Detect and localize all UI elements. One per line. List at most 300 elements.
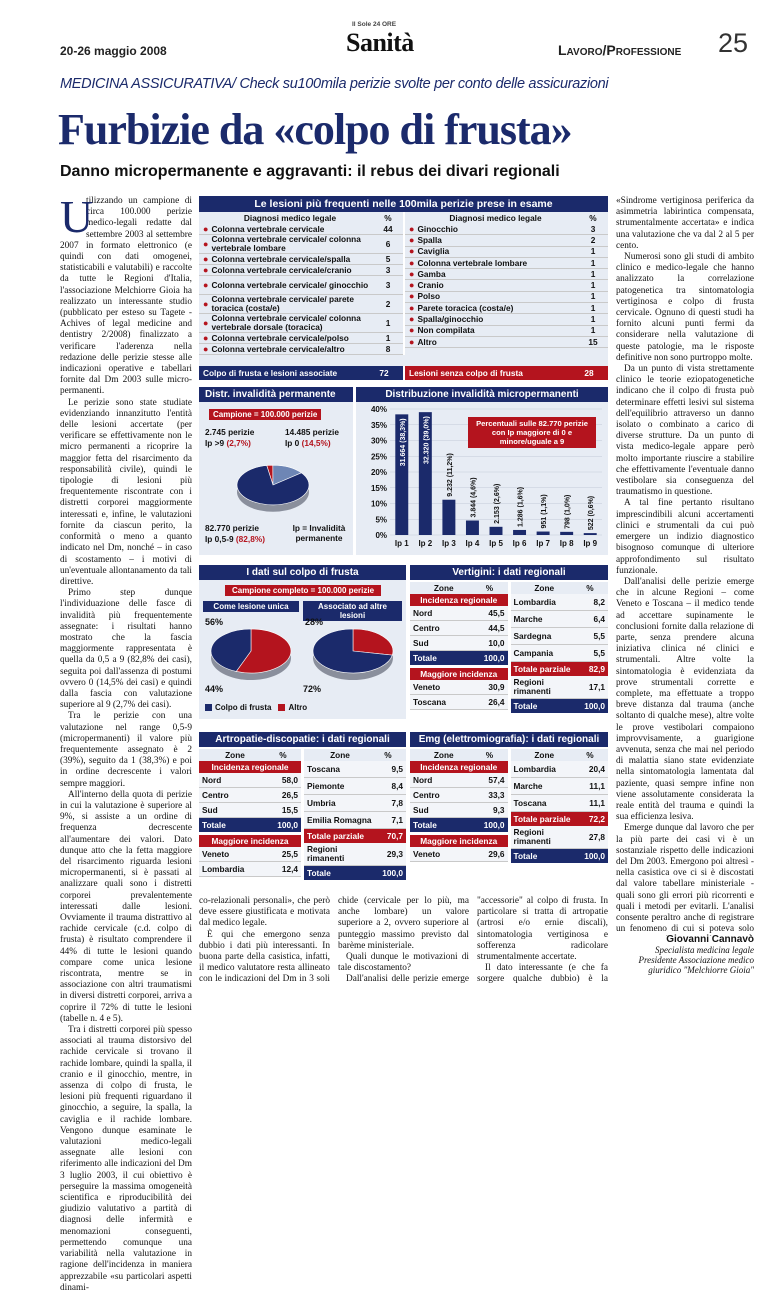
article-text-7: co-relazionali personali», che però deve essere giustificata e motivata dal medico legale.	[199, 896, 330, 929]
vertigini-table	[410, 565, 608, 719]
regional-head	[511, 749, 609, 761]
region-value: 7,1	[391, 815, 403, 825]
region-name: Toscana	[513, 798, 547, 808]
lesion-row	[405, 247, 608, 258]
issue-date: 20-26 maggio 2008	[60, 44, 167, 58]
perm-c-pct: (82,8%)	[235, 534, 265, 544]
region-rim-label: Regioni rimanenti	[513, 677, 551, 696]
bullet-icon: ●	[203, 317, 209, 328]
lesion-label: Colonna vertebrale cervicale/cranio	[211, 264, 352, 275]
region-row	[410, 803, 508, 818]
lesion-pct: 5	[385, 253, 391, 264]
article-column-1	[60, 191, 192, 1294]
region-name: Nord	[413, 608, 433, 618]
pct-head: %	[586, 583, 594, 593]
lesions-right-total	[405, 366, 608, 380]
region-name: Veneto	[413, 682, 441, 692]
section-name: Lavoro/Professione	[558, 42, 682, 58]
region-value: 29,6	[488, 849, 505, 859]
x-tick-label: Ip 1	[394, 539, 409, 548]
region-value: 30,9	[488, 682, 505, 692]
region-row	[304, 795, 406, 812]
bar	[442, 500, 455, 535]
zone-head: Zone	[534, 583, 555, 593]
region-name: Sud	[413, 805, 429, 815]
region-name: Marche	[513, 781, 543, 791]
article-text-13: "accessorie" al colpo di frusta. In particolare si tratta di artropatie (artrosi e/o ernie discali), sintomatologia vertiginosa e sofferenza radicolare strumentalmente accertate.	[477, 896, 608, 963]
region-rim-row	[304, 843, 406, 866]
lesion-label: Caviglia	[417, 246, 450, 257]
region-value: 6,4	[593, 614, 605, 624]
lesion-label: Parete toracica (costa/e)	[417, 302, 514, 313]
legend-label-altro: Altro	[288, 703, 308, 712]
bullet-icon: ●	[203, 264, 209, 275]
lesion-label: Gamba	[417, 268, 446, 279]
regional-right	[304, 749, 406, 880]
article-column-3	[338, 896, 469, 986]
bar	[466, 521, 479, 535]
article-text-14: Il dato interessante (e che fa sorgere qualche dubbio) è la	[477, 963, 608, 985]
masthead-small: Il Sole 24 ORE	[352, 21, 397, 28]
region-name: Nord	[413, 775, 433, 785]
lesion-label: Spalla/ginocchio	[417, 314, 484, 325]
article-text-4: Tra le perizie con una valutazione nel range 0,5-9 (micropermanenti) il valore più frequentemente assegnato è 2 (39%), seguito da 1 (38,3%) e poi in ordine decrescente i valori sempre maggiori.	[60, 711, 192, 789]
y-tick-label: 20%	[370, 468, 387, 477]
lesion-label: Colonna vertebrale cervicale/polso	[211, 332, 349, 343]
bar-data-label: 9.232 (11,2%)	[446, 453, 454, 497]
lesion-row	[199, 276, 403, 295]
bar	[490, 527, 503, 535]
x-tick-label: Ip 2	[418, 539, 433, 548]
region-total-value: 100,0	[584, 851, 605, 861]
pct-head: %	[485, 583, 494, 593]
y-tick-label: 35%	[370, 420, 387, 430]
regional-table-title: Emg (elettromiografia): i dati regionali	[410, 732, 608, 747]
region-value: 8,2	[593, 597, 605, 607]
regional-right	[511, 749, 609, 863]
article-column-4	[477, 896, 608, 986]
x-tick-label: Ip 5	[489, 539, 503, 548]
regional-left	[410, 749, 508, 863]
region-row	[304, 778, 406, 795]
bullet-icon: ●	[203, 238, 209, 249]
article-paragraph: Numerosi sono gli studi di ambito clinico e medico-legale che hanno analizzato la correlazione patogenetica tra sintomatologia vertiginosa e colpo di frusta cervicale. Ognuno di questi studi ha fornito alcuni punti fermi da considerare nella valutazione di queste patologie, ma le risposte definitive non sono purtroppo molte.	[616, 252, 754, 363]
regional-table-title: Artropatie-discopatie: i dati regionali	[199, 732, 406, 747]
region-row	[199, 803, 301, 818]
lesion-row	[405, 314, 608, 325]
lesion-row	[199, 295, 403, 314]
lesion-pct: 1	[385, 332, 391, 343]
x-tick-label: Ip 7	[536, 539, 551, 548]
article-paragraph: A tal fine pertanto risultano imprescindibili alcuni accertamenti clinici e strumentali da cui può emergere un indizio diagnostico bisognoso comunque di ulteriore approfondimento sul risultato funzionale.	[616, 498, 754, 576]
lesion-pct: 1	[590, 246, 596, 257]
region-value: 26,5	[281, 790, 298, 800]
lesion-label: Colonna vertebrale cervicale/ ginocchio	[211, 279, 369, 290]
bar-data-label: 31.664 (38,3%)	[399, 418, 407, 467]
region-total-row	[511, 699, 609, 713]
emg-table	[410, 732, 608, 890]
region-name: Sud	[202, 805, 218, 815]
bullet-icon: ●	[203, 223, 209, 234]
region-total-row	[511, 849, 609, 863]
bar-data-label: 2.153 (2,6%)	[494, 483, 501, 524]
article-column-2	[199, 896, 330, 986]
lesion-label: Non compilata	[417, 325, 475, 336]
maggiore-head: Maggiore incidenza	[410, 668, 508, 680]
region-row	[511, 795, 609, 812]
artropatie-table	[199, 732, 406, 890]
region-rim-label: Regioni rimanenti	[513, 827, 551, 846]
region-value: 57,4	[488, 775, 505, 785]
lesion-label: Colonna vertebrale cervicale/altro	[211, 343, 345, 354]
region-row	[410, 695, 508, 710]
region-total-label: Totale	[307, 868, 331, 878]
bullet-icon: ●	[409, 280, 415, 291]
region-row	[199, 788, 301, 803]
whiplash-left-top-pct: 56%	[205, 617, 224, 627]
bar	[560, 532, 573, 535]
bar-data-label: 951 (1,1%)	[541, 494, 549, 529]
region-value: 20,4	[588, 764, 605, 774]
whiplash-legend	[205, 703, 307, 712]
region-parziale-label: Totale parziale	[307, 831, 365, 841]
lesion-row	[405, 337, 608, 348]
region-total-value: 100,0	[483, 820, 505, 830]
article-paragraph: Da un punto di vista strettamente clinico le teorie eziopatogenetiche indicano che il colpo di frusta può determinare effetti lesivi sul sistema dell'equilibrio attraverso un danno isolato o combinato a carico di diverse strutture. Da un punto di vista medico-legale appare però molto importante riuscire a stabilire che effettivamente l'eventuale danno vestibolare sia conseguenza del traumatismo in questione.	[616, 364, 754, 498]
whiplash-title: I dati sul colpo di frusta	[199, 565, 406, 580]
region-name: Toscana	[307, 764, 341, 774]
regional-head	[410, 582, 508, 594]
zone-head: Zone	[534, 750, 555, 760]
region-row	[304, 761, 406, 778]
region-row	[511, 778, 609, 795]
region-total-value: 100,0	[584, 701, 605, 711]
y-tick-label: 15%	[370, 483, 387, 493]
page-number: 25	[718, 28, 749, 58]
perm-campione: Campione = 100.000 perizie	[209, 409, 321, 420]
lesion-row	[405, 303, 608, 314]
region-parziale-value: 72,2	[588, 814, 605, 824]
whiplash-left-bottom-pct: 44%	[205, 684, 224, 694]
region-name: Campania	[513, 648, 554, 658]
region-value: 33,3	[488, 790, 505, 800]
bullet-icon: ●	[409, 336, 415, 347]
y-tick-label: 25%	[370, 452, 387, 462]
lesion-pct: 8	[385, 343, 391, 354]
author-role-3: giuridico "Melchiorre Gioia"	[648, 965, 754, 975]
article-text-2: Le perizie sono state studiate evidenziando innanzitutto l'entità delle lesioni accertate (per verificare se effettivamente non le micro permanenti a ricoprire la maggior fetta del risarcimento da responsabilità civile), quindi le tipologie di lesioni più frequentemente riscontrate con i distretti corporei maggiormente interessati e, infine, le valutazioni fornite da ciascun perito, la conformità o meno a quanto indicato nel Dm, nonché – in caso di scostamento – i motivi di un'eventuale allontanamento da tali direttive.	[60, 397, 192, 587]
region-total-value: 100,0	[483, 653, 505, 663]
lesion-label: Colonna vertebrale cervicale/spalla	[211, 253, 351, 264]
region-parziale-value: 70,7	[386, 831, 403, 841]
region-total-label: Totale	[202, 820, 226, 830]
region-name: Sardegna	[513, 631, 552, 641]
region-rim-value: 29,3	[386, 848, 403, 859]
perm-distribution-title: Distr. invalidità permanente	[199, 387, 353, 402]
whiplash-right-head: Associato ad altre lesioni	[303, 601, 402, 621]
y-tick-label: 0%	[375, 531, 387, 540]
subheadline: Danno micropermanente e aggravanti: il rebus dei divari regionali	[60, 163, 560, 180]
lesion-pct: 1	[590, 302, 596, 313]
lesion-row	[405, 269, 608, 280]
region-rim-row	[511, 826, 609, 849]
whiplash-right-bottom-pct: 72%	[303, 684, 322, 694]
region-value: 8,4	[391, 781, 403, 791]
lesions-right-total-label: Lesioni senza colpo di frusta	[409, 368, 523, 378]
lesion-pct: 3	[590, 223, 596, 234]
region-value: 7,8	[391, 798, 403, 808]
region-total-label: Totale	[413, 820, 437, 830]
region-row	[511, 611, 609, 628]
region-value: 25,5	[281, 849, 298, 859]
regional-left	[199, 749, 301, 880]
lesion-pct: 1	[385, 317, 391, 328]
region-name: Veneto	[413, 849, 441, 859]
region-name: Piemonte	[307, 781, 345, 791]
legend-label-frusta: Colpo di frusta	[215, 703, 272, 712]
bullet-icon: ●	[409, 302, 415, 313]
bullet-icon: ●	[203, 343, 209, 354]
lesion-pct: 1	[590, 257, 596, 268]
region-name: Umbria	[307, 798, 336, 808]
lesion-pct: 1	[590, 314, 596, 325]
bar-data-label: 32.320 (39,0%)	[423, 416, 431, 465]
bullet-icon: ●	[409, 268, 415, 279]
perm-c-label-wrap	[205, 534, 265, 544]
lesion-row	[405, 235, 608, 246]
micro-distribution-box	[356, 387, 608, 555]
bullet-icon: ●	[409, 246, 415, 257]
maggiore-head: Maggiore incidenza	[199, 835, 301, 847]
region-rim-value: 17,1	[588, 681, 605, 692]
region-row	[410, 680, 508, 695]
zone-head: Zone	[225, 750, 245, 760]
region-value: 12,4	[281, 864, 298, 874]
lesion-pct: 1	[590, 291, 596, 302]
perm-legend: Ip = Invalidità permanente	[292, 523, 346, 543]
region-value: 5,5	[593, 631, 605, 641]
y-tick-label: 5%	[375, 515, 387, 525]
lesions-right	[405, 212, 608, 355]
region-row	[410, 606, 508, 621]
lesions-right-total-pct: 28	[584, 368, 594, 378]
region-name: Sud	[413, 638, 429, 648]
region-value: 5,5	[593, 648, 605, 658]
region-value: 45,5	[488, 608, 505, 618]
perm-b-count: 14.485 perizie	[285, 427, 339, 437]
bar	[537, 532, 550, 535]
legend-swatch-frusta	[205, 704, 212, 711]
region-parziale-label: Totale parziale	[513, 814, 571, 824]
y-tick-label: 40%	[370, 405, 387, 414]
region-value: 9,5	[391, 764, 403, 774]
lesion-pct: 1	[590, 280, 596, 291]
perm-c-label: Ip 0,5-9	[205, 534, 234, 544]
region-row	[410, 788, 508, 803]
region-name: Marche	[513, 614, 543, 624]
perm-c-count: 82.770 perizie	[205, 523, 259, 533]
lesion-pct: 6	[385, 238, 391, 249]
region-row	[511, 761, 609, 778]
region-total-label: Totale	[513, 851, 538, 861]
region-total-row	[410, 651, 508, 665]
region-total-label: Totale	[513, 701, 538, 711]
region-value: 9,3	[492, 805, 505, 815]
region-row	[199, 862, 301, 877]
region-rim-row	[511, 676, 609, 699]
lesion-pct: 2	[590, 234, 596, 245]
pie-slice-altro-assoc	[353, 629, 393, 655]
region-total-value: 100,0	[382, 868, 403, 878]
lesion-row	[405, 280, 608, 291]
region-name: Toscana	[413, 697, 447, 707]
author-role-1: Specialista medicina legale	[655, 945, 754, 955]
lesion-row	[199, 254, 403, 265]
lesions-left-total	[199, 366, 405, 380]
lesions-left-head: Diagnosi medico legale	[243, 213, 337, 223]
author-name: Giovanni Cannavò	[666, 934, 754, 945]
x-tick-label: Ip 8	[559, 539, 574, 548]
region-row	[511, 594, 609, 611]
article-paragraph: «Sindrome vertiginosa periferica da asimmetria labirintica compensata, strumentalmente accertata» e indica una valutazione che va dal 2 al 5 per cento.	[616, 196, 754, 251]
lesions-left-pct-head: %	[384, 213, 392, 223]
region-row	[511, 628, 609, 645]
article-text-6: Tra i distretti corporei più spesso associati al trauma distorsivo del rachide cervicale si trovano il rachide lombare, quindi la spalla, il cranio e il ginocchio, mentre, in assenza di colpo di frusta, le lesioni più frequenti riguardano il ginocchio, a seguire, la spalla, la caviglia e il rachide lombare. Vengono dunque esaminate le valutazioni medico-legali assegnate alle lesioni con riferimento alle indicazioni del Dm 3 luglio 2003, il cui obiettivo è perseguire la massima omogeneità scientifica e riproducibilità dei giudizio valutativo a partità di diagnosi delle infermità e menomazioni conseguenti, permettendo comunque una variabilità nella valutazione in ragione dell'incidenza in maniera apprezzabile «su particolari aspetti dinami-	[60, 1025, 192, 1293]
region-parziale-row	[511, 812, 609, 826]
article-text-5: All'interno della quota di perizie in cui la valutazione è superiore al 9%, si assiste a un ordine di frequenza decrescente all'aumentare dei valori. Dato dunque atto che la fetta maggiore del risarcimento riguarda lesioni micropermanenti, si è passati al analizzare quali sono i distretti corporei prevalentemente interessati dalle lesioni. Ovviamente il trauma distrattivo al rachide cervicale (c.d. colpo di frusta) è risultato comprendere il 44% di tutte le lesioni quando compare come unica lesione riscontrata, mentre se in associazione con altri traumatismi in diversi distretti corporei, arriva a coprire il 72% di tutte le lesioni (tabelle n. 4 e 5).	[60, 789, 192, 1024]
whiplash-right-top-pct: 28%	[305, 617, 324, 627]
micro-distribution-title: Distribuzione invalidità micropermanenti	[356, 387, 608, 402]
article-column-5	[616, 196, 754, 936]
lesion-label: Colonna vertebrale cervicale/ colonna vertebrale dorsale (toracica)	[211, 313, 361, 332]
lesion-row	[199, 235, 403, 254]
zone-head: Zone	[433, 583, 454, 593]
regional-table-title: Vertigini: i dati regionali	[410, 565, 608, 580]
incidenza-head: Incidenza regionale	[199, 761, 301, 773]
lesion-pct: 3	[385, 279, 391, 290]
regional-head	[410, 749, 508, 761]
region-parziale-row	[304, 829, 406, 843]
region-name: Emilia Romagna	[307, 815, 372, 825]
lesion-label: Polso	[417, 291, 441, 302]
lesion-row	[405, 224, 608, 235]
lesion-label: Ginocchio	[417, 223, 459, 234]
region-value: 11,1	[589, 798, 605, 808]
incidenza-head: Incidenza regionale	[410, 761, 508, 773]
article-text-1: tilizzando un campione di circa 100.000 perizie medico-legali redatte dal settembre 2003 al settembre 2007 in formato elettronico (e quindi con dati omogenei, statisticabili e valutabili) e raccolte da tutte le Regioni d'Italia, l'associazione Melchiorre Gioia ha realizzato un interessante studio (pubblicato per esteso su Tagete - Achives of legal medicine and dentistry 2/2008) finalizzato a verificare l'aderenza nella redazione delle perizie stesse alle indicazioni operative e tabellari fornite dal Dm 2003 sulle micro-permanenti.	[60, 196, 192, 397]
region-parziale-row	[511, 662, 609, 676]
region-name: Lombardia	[513, 597, 556, 607]
legend-swatch-altro	[278, 704, 285, 711]
y-tick-label: 10%	[370, 499, 387, 509]
bar-data-label: 522 (0,6%)	[588, 495, 596, 531]
region-value: 26,4	[488, 697, 505, 707]
perm-distribution-box	[199, 387, 353, 555]
region-value: 44,5	[488, 623, 505, 633]
lesions-right-pct-head: %	[589, 213, 597, 223]
region-row	[304, 812, 406, 829]
maggiore-head: Maggiore incidenza	[410, 835, 508, 847]
signature	[616, 934, 754, 975]
lesion-row	[199, 333, 403, 344]
zone-head: Zone	[330, 750, 350, 760]
lesion-label: Colonna vertebrale cervicale/ parete toracica (costa/e)	[211, 294, 354, 313]
region-name: Lombardia	[513, 764, 556, 774]
lesion-label: Colonna vertebrale cervicale/ colonna vertebrale lombare	[211, 234, 361, 253]
whiplash-campione: Campione completo = 100.000 perizie	[225, 585, 381, 596]
x-tick-label: Ip 6	[512, 539, 527, 548]
bullet-icon: ●	[203, 298, 209, 309]
region-total-label: Totale	[413, 653, 437, 663]
incidenza-head: Incidenza regionale	[410, 594, 508, 606]
kicker: MEDICINA ASSICURATIVA/ Check su100mila perizie svolte per conto delle assicurazioni	[60, 76, 609, 92]
bullet-icon: ●	[409, 257, 415, 268]
lesion-label: Altro	[417, 336, 437, 347]
region-value: 58,0	[281, 775, 298, 785]
lesion-row	[199, 265, 403, 276]
perm-b-pct: (14,5%)	[301, 438, 331, 448]
region-row	[199, 773, 301, 788]
x-tick-label: Ip 4	[465, 539, 480, 548]
bar	[513, 530, 526, 535]
regional-left	[410, 582, 508, 713]
lesions-table	[199, 196, 608, 380]
region-total-row	[304, 866, 406, 880]
lesion-label: Spalla	[417, 234, 442, 245]
regional-right	[511, 582, 609, 713]
region-row	[410, 773, 508, 788]
lesion-label: Colonna vertebrale lombare	[417, 257, 528, 268]
perm-a-count: 2.745 perizie	[205, 427, 255, 437]
perm-pie-chart	[233, 445, 313, 529]
region-row	[199, 847, 301, 862]
region-total-value: 100,0	[277, 820, 298, 830]
lesion-pct: 44	[383, 223, 393, 234]
lesions-left-total-pct: 72	[379, 368, 389, 378]
lesion-row	[405, 292, 608, 303]
lesion-pct: 3	[385, 264, 391, 275]
x-tick-label: Ip 9	[583, 539, 598, 548]
bullet-icon: ●	[409, 234, 415, 245]
bullet-icon: ●	[409, 314, 415, 325]
pct-head: %	[586, 750, 594, 760]
y-tick-label: 30%	[370, 436, 387, 446]
region-name: Centro	[413, 623, 440, 633]
region-row	[410, 636, 508, 651]
region-parziale-value: 82,9	[588, 664, 605, 674]
lesion-row	[405, 326, 608, 337]
region-name: Nord	[202, 775, 222, 785]
region-rim-label: Regioni rimanenti	[307, 844, 345, 863]
region-value: 11,1	[589, 781, 605, 791]
whiplash-left-head: Come lesione unica	[203, 601, 299, 612]
lesions-left	[199, 212, 405, 355]
article-text-10: chide (cervicale per lo più, ma anche lombare) un valore superiore a 2, ovvero superiore al punteggio massimo previsto dal barème ministeriale.	[338, 896, 469, 951]
whiplash-box	[199, 565, 406, 719]
lesion-row	[199, 314, 403, 333]
headline: Furbizie da «colpo di frusta»	[58, 105, 572, 154]
region-value: 10,0	[488, 638, 505, 648]
lesion-pct: 1	[590, 325, 596, 336]
lesion-row	[405, 258, 608, 269]
perm-a-pct: (2,7%)	[226, 438, 251, 448]
lesion-label: Cranio	[417, 280, 444, 291]
pct-head: %	[279, 750, 287, 760]
region-parziale-label: Totale parziale	[513, 664, 571, 674]
lesions-left-total-label: Colpo di frusta e lesioni associate	[203, 368, 338, 378]
lesions-table-title: Le lesioni più frequenti nelle 100mila perizie prese in esame	[199, 196, 608, 212]
regional-head	[199, 749, 301, 761]
